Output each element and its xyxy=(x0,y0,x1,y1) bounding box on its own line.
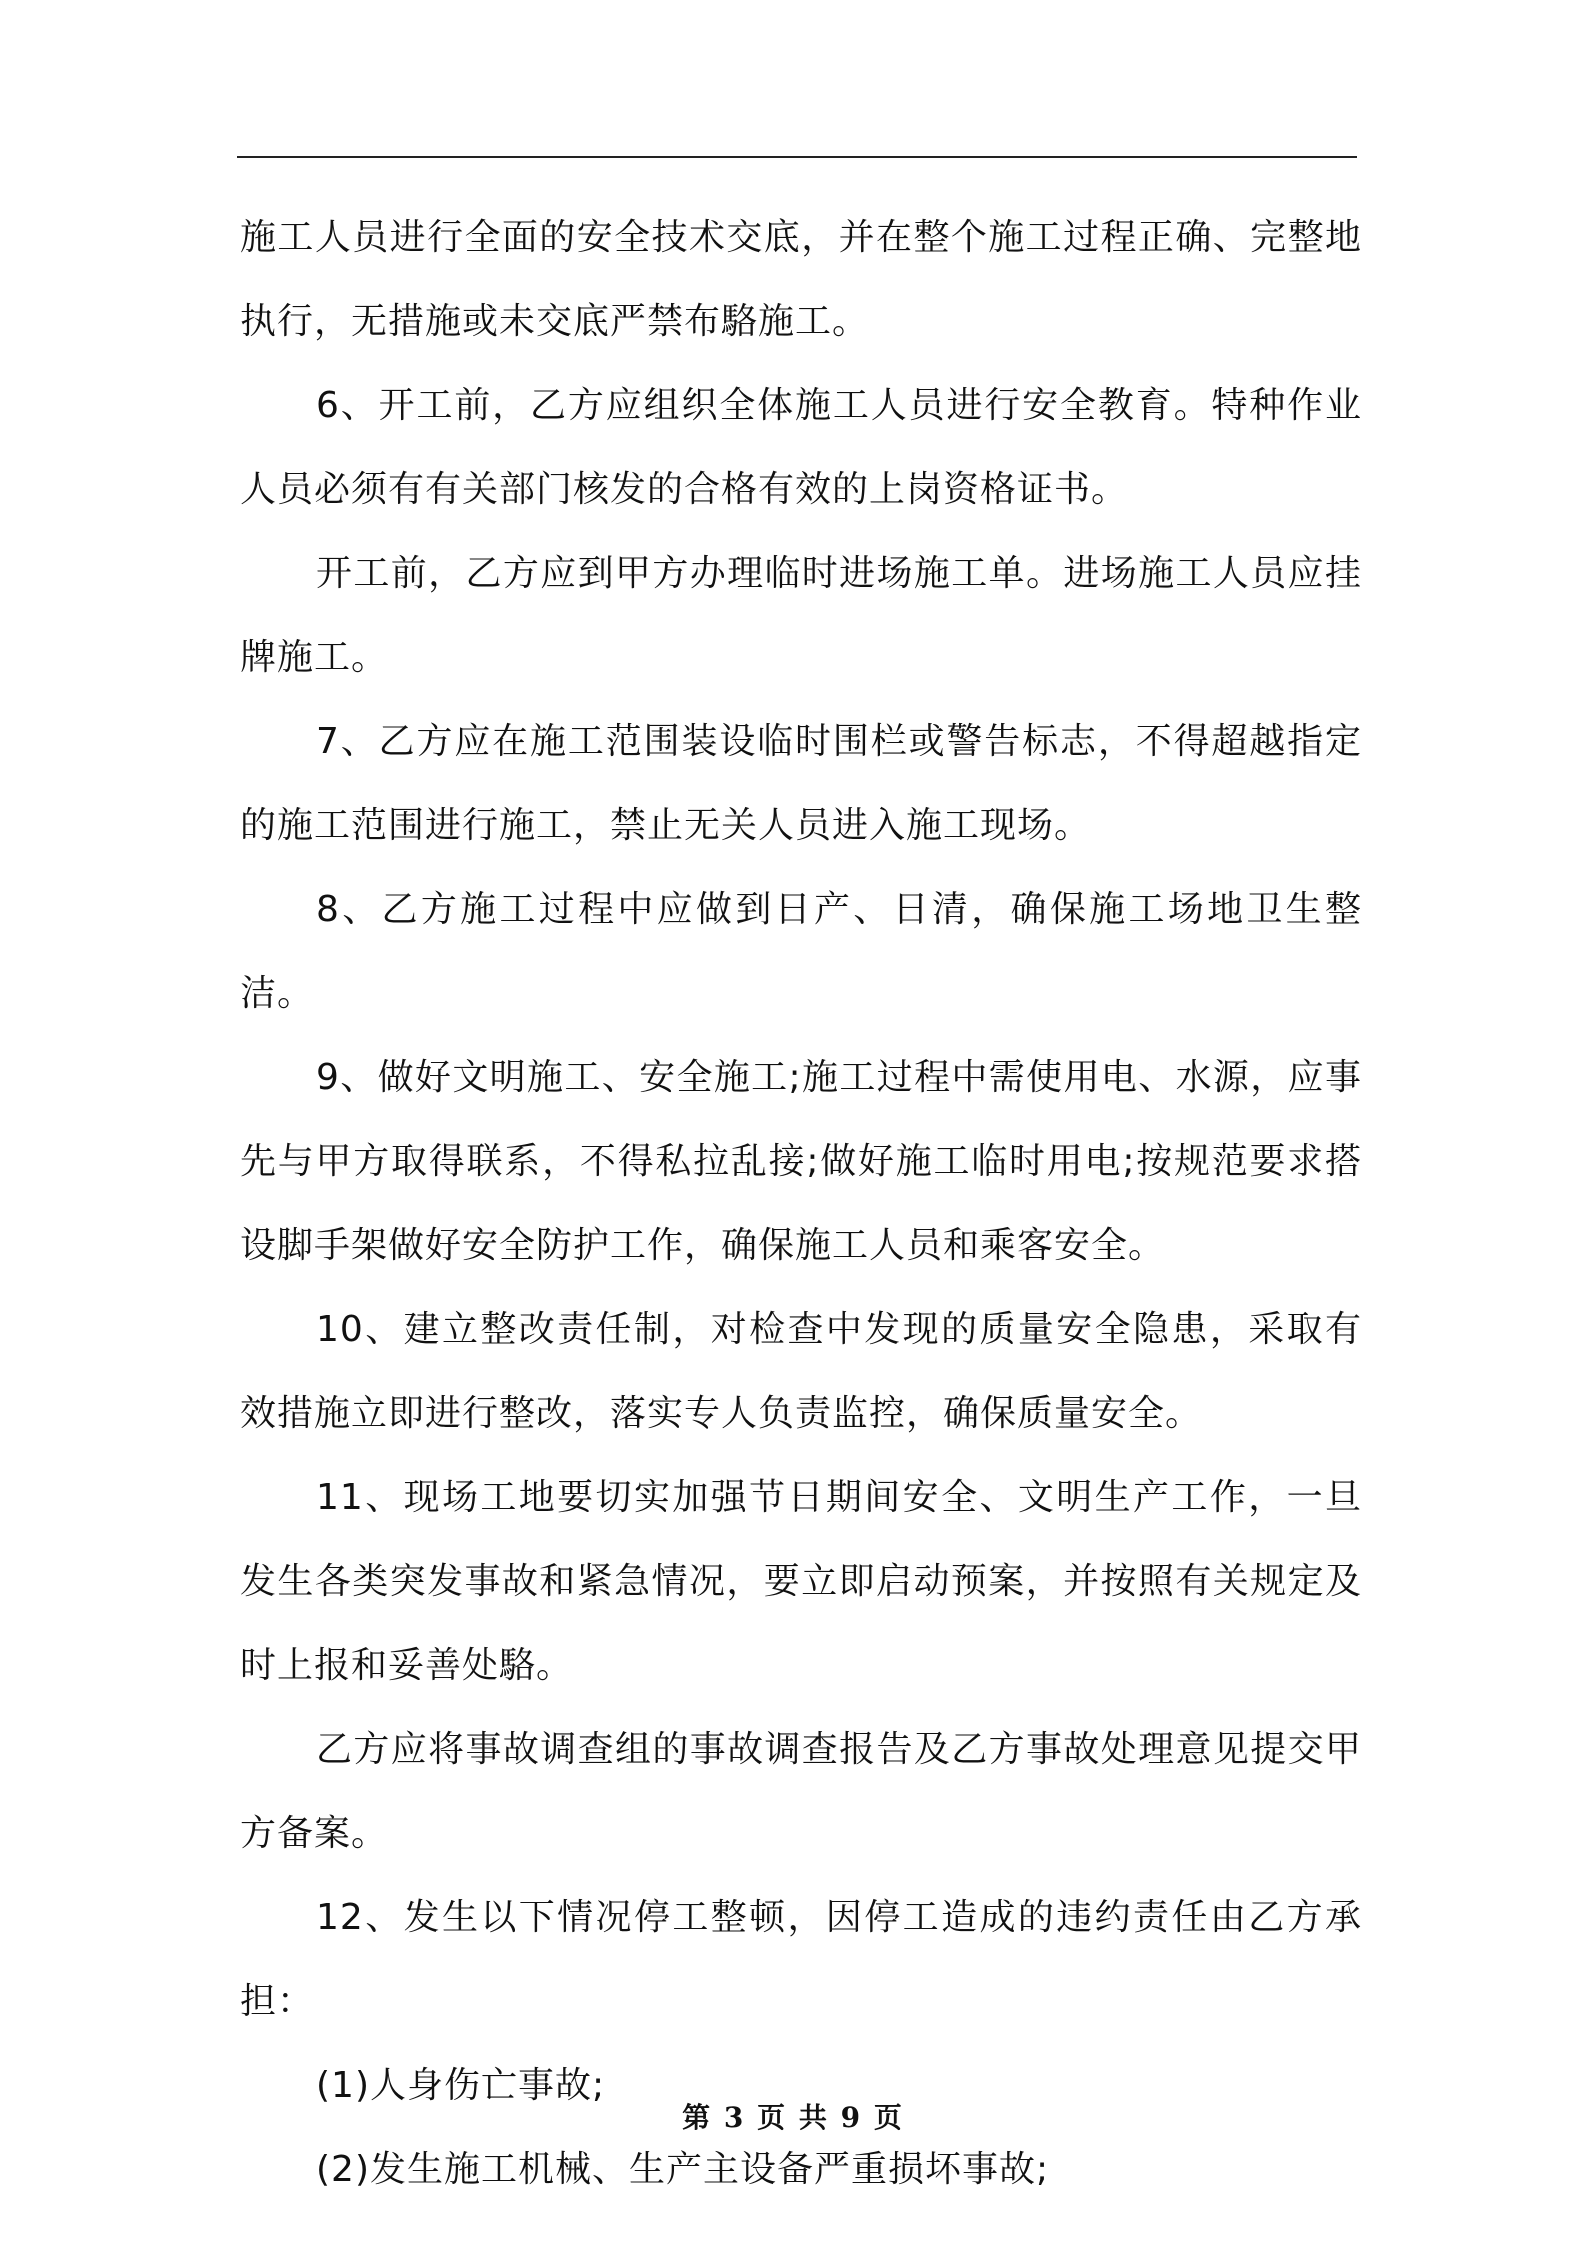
paragraph-sub-item-1: (1)人身伤亡事故; xyxy=(316,2065,606,2106)
paragraph-entry-permit: 开工前，乙方应到甲方办理临时进场施工单。进场施工人员应挂牌施工。 xyxy=(240,553,1362,678)
document-body xyxy=(240,196,1362,2212)
paragraph-item-10: 10、建立整改责任制，对检查中发现的质量安全隐患，采取有效措施立即进行整改，落实专人负责监控，确保质量安全。 xyxy=(240,1309,1362,1434)
paragraph-item-7: 7、乙方应在施工范围装设临时围栏或警告标志，不得超越指定的施工范围进行施工，禁止无关人员进入施工现场。 xyxy=(240,721,1362,846)
paragraph-item-9: 9、做好文明施工、安全施工;施工过程中需使用电、水源，应事先与甲方取得联系，不得私拉乱接;做好施工临时用电;按规范要求搭设脚手架做好安全防护工作，确保施工人员和乘客安全。 xyxy=(240,1057,1362,1266)
paragraph-item-12: 12、发生以下情况停工整顿，因停工造成的违约责任由乙方承担： xyxy=(240,1897,1362,2022)
paragraph-item-6: 6、开工前，乙方应组织全体施工人员进行安全教育。特种作业人员必须有有关部门核发的合格有效的上岗资格证书。 xyxy=(240,385,1362,510)
paragraph-continuation: 施工人员进行全面的安全技术交底，并在整个施工过程正确、完整地执行，无措施或未交底严禁布駱施工。 xyxy=(240,217,1362,342)
paragraph-accident-report: 乙方应将事故调查组的事故调查报告及乙方事故处理意见提交甲方备案。 xyxy=(240,1729,1362,1854)
paragraph-sub-item-2: (2)发生施工机械、生产主设备严重损坏事故; xyxy=(316,2149,1050,2190)
paragraph-item-11: 11、现场工地要切实加强节日期间安全、文明生产工作，一旦发生各类突发事故和紧急情况，要立即启动预案，并按照有关规定及时上报和妥善处駱。 xyxy=(240,1477,1362,1686)
paragraph-item-8: 8、乙方施工过程中应做到日产、日清，确保施工场地卫生整洁。 xyxy=(240,889,1362,1014)
header-rule xyxy=(237,156,1357,158)
page-number-footer: 第 3 页 共 9 页 xyxy=(682,2101,904,2134)
